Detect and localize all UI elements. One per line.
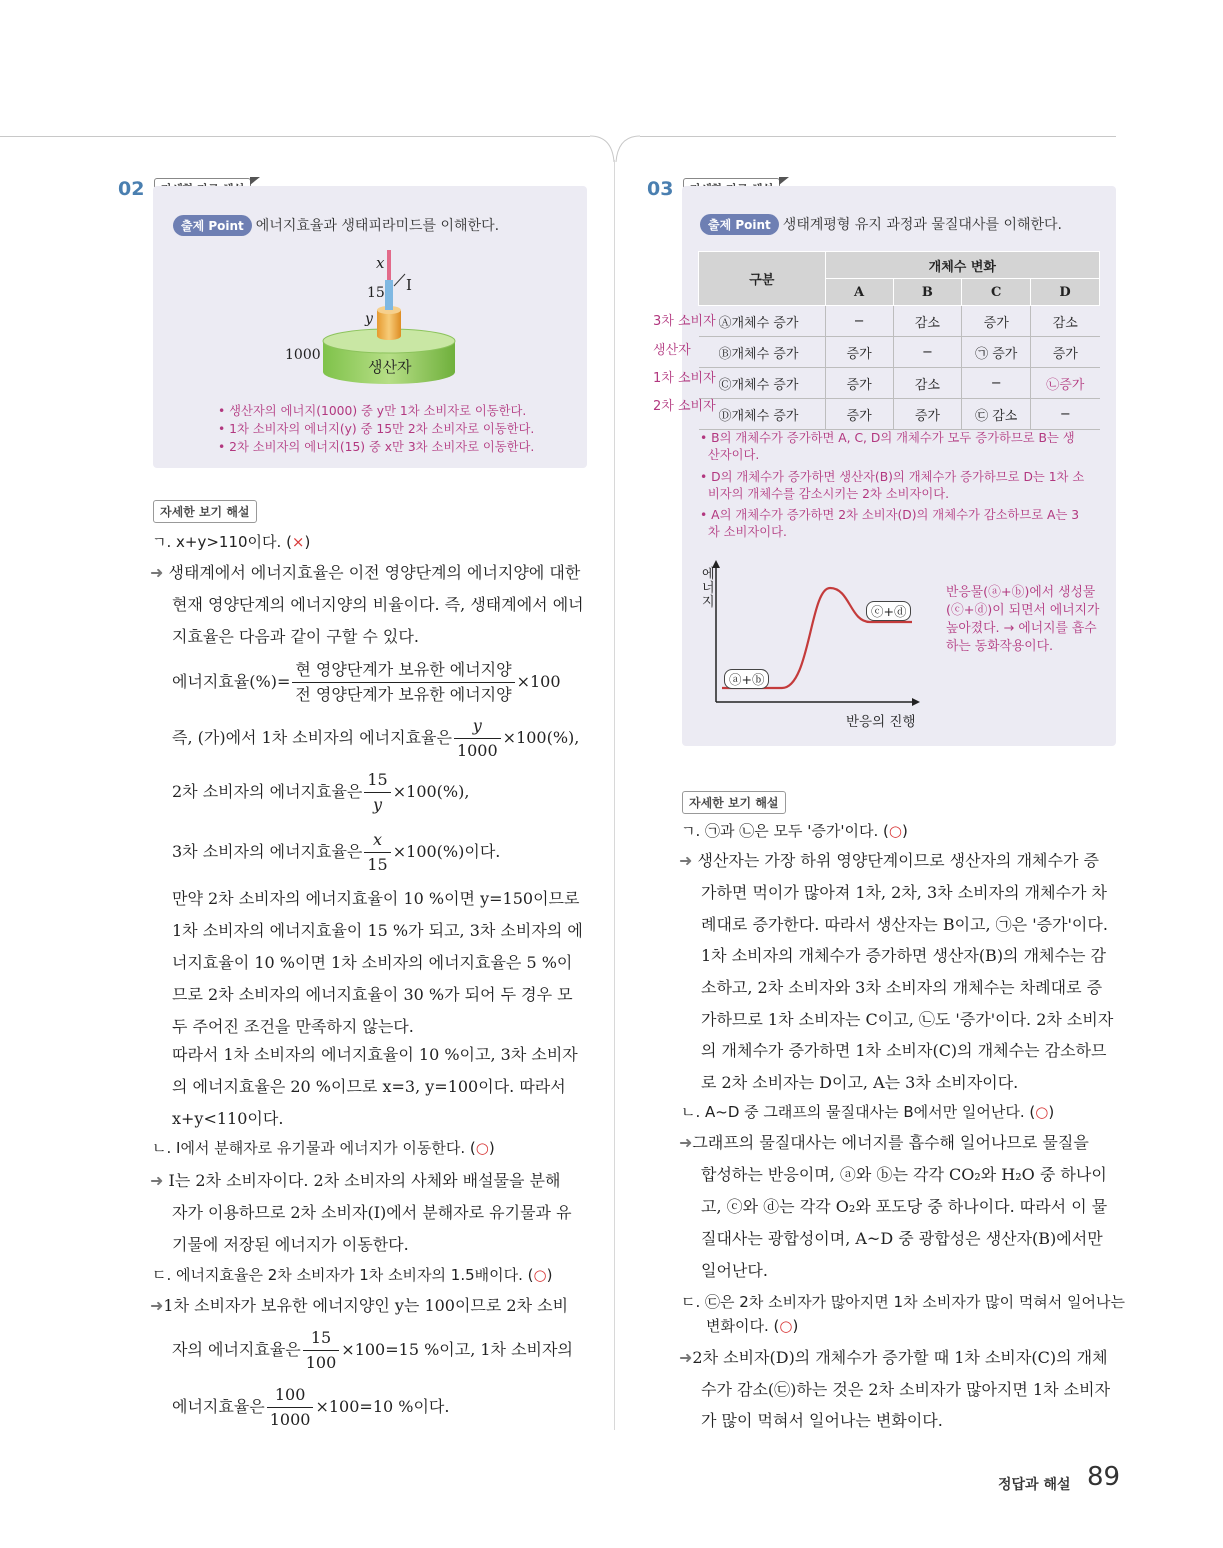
bullet-2: • 1차 소비자의 에너지(y) 중 15만 2차 소비자로 이동한다. bbox=[218, 422, 535, 436]
explain-c-line-2: 자의 에너지효율은 $\frac{15}{100}$ ×100=15 %이고, 1차 소비자의 bbox=[172, 1328, 573, 1372]
label-15: 15 bbox=[367, 285, 385, 301]
point-badge: 출제 Point bbox=[173, 215, 252, 236]
bullet-1b: 산자이다. bbox=[700, 448, 760, 462]
label-reactants: ⓐ+ⓑ bbox=[724, 669, 769, 689]
explain-c-line-2: 수가 감소(㉢)하는 것은 2차 소비자가 많아지면 1차 소비자 bbox=[701, 1380, 1111, 1399]
explain-b-line-3: 기물에 저장된 에너지가 이동한다. bbox=[172, 1235, 409, 1254]
explain-a-line-7: 의 개체수가 증가하면 1차 소비자(C)의 개체수는 감소하므 bbox=[701, 1041, 1107, 1060]
header-col-a: A bbox=[825, 279, 893, 306]
top-rule-left bbox=[0, 136, 590, 137]
graph-note-2: (ⓒ+ⓓ)이 되면서 에너지가 bbox=[946, 603, 1100, 618]
explain-a-line-8: 로 2차 소비자는 D이고, A는 3차 소비자이다. bbox=[701, 1073, 1019, 1092]
explain-c-line-3: 에너지효율은 $\frac{100}{1000}$ ×100=10 %이다. bbox=[172, 1385, 450, 1429]
x-axis-label: 반응의 진행 bbox=[846, 714, 916, 730]
question-number: 02 bbox=[118, 178, 145, 200]
statement-c: ㄷ. 에너지효율은 2차 소비자가 1차 소비자의 1.5배이다. (○) bbox=[152, 1266, 553, 1284]
table-row: Ⓑ개체수 증가 증가 − ㉠ 증가 증가 bbox=[699, 337, 1100, 368]
header-group: 구분 bbox=[699, 252, 826, 306]
bullet-2b: 비자의 개체수를 감소시키는 2차 소비자이다. bbox=[700, 487, 950, 501]
statement-a: ㄱ. ㉠과 ㉡은 모두 '증가'이다. (○) bbox=[681, 822, 908, 840]
explain-a-line-5: 소하고, 2차 소비자와 3차 소비자의 개체수는 차례대로 증 bbox=[701, 978, 1103, 997]
explain-p4-4: 므로 2차 소비자의 에너지효율이 30 %가 되어 두 경우 모 bbox=[172, 985, 573, 1004]
equation-tertiary: 3차 소비자의 에너지효율은 $\frac{x}{15}$ ×100(%)이다. bbox=[172, 830, 501, 874]
explain-p4-5: 두 주어진 조건을 만족하지 않는다. bbox=[172, 1017, 414, 1036]
explain-p4-2: 1차 소비자의 에너지효율이 15 %가 되고, 3차 소비자의 에 bbox=[172, 921, 583, 940]
point-line bbox=[700, 214, 1062, 235]
equation-efficiency: 에너지효율(%)= $\frac{\text{현 영양단계가 보유한 에너지양}}{\text{전 영양단계가 보유한 에너지양}}$ ×100 bbox=[172, 660, 561, 704]
equation-secondary: 2차 소비자의 에너지효율은 $\frac{15}{y}$ ×100(%), bbox=[172, 770, 470, 814]
bullet-3b: 차 소비자이다. bbox=[700, 525, 787, 539]
label-x: x bbox=[376, 254, 385, 272]
bullet-1a: • B의 개체수가 증가하면 A, C, D의 개체수가 모두 증가하므로 B는 생 bbox=[700, 431, 1075, 445]
primary-consumer-level bbox=[377, 310, 401, 340]
explain-p4-1: 만약 2차 소비자의 에너지효율이 10 %이면 y=150이므로 bbox=[172, 889, 580, 908]
explain-c-line-1: ➜1차 소비자가 보유한 에너지양인 y는 100이므로 2차 소비 bbox=[150, 1296, 569, 1315]
row-label-secondary: 2차 소비자 bbox=[653, 399, 716, 414]
row-label-producer: 생산자 bbox=[653, 343, 691, 358]
population-change-table bbox=[698, 251, 1100, 430]
bullet-1: • 생산자의 에너지(1000) 중 y만 1차 소비자로 이동한다. bbox=[218, 404, 527, 418]
explain-b-line-1: ➜ I는 2차 소비자이다. 2차 소비자의 사체와 배설물을 분해 bbox=[150, 1171, 561, 1190]
i-pointer bbox=[394, 274, 405, 286]
explain-a-line-2: 가하면 먹이가 많아져 1차, 2차, 3차 소비자의 개체수가 차 bbox=[701, 883, 1107, 902]
bullet-3a: • A의 개체수가 증가하면 2차 소비자(D)의 개체수가 감소하므로 A는 3 bbox=[700, 508, 1080, 522]
row-label-tertiary: 3차 소비자 bbox=[653, 314, 716, 329]
explain-a-line-2: 현재 영양단계의 에너지양의 비율이다. 즉, 생태계에서 에너 bbox=[172, 595, 584, 614]
explain-a-line-3: 례대로 증가한다. 따라서 생산자는 B이고, ㉠은 '증가'이다. bbox=[701, 915, 1108, 934]
x-axis-arrow-icon bbox=[912, 698, 920, 706]
statement-c-line-1: ㄷ. ㉢은 2차 소비자가 많아지면 1차 소비자가 많이 먹혀서 일어나는 bbox=[681, 1293, 1126, 1311]
graph-note-4: 하는 동화작용이다. bbox=[946, 639, 1054, 654]
label-producer: 생산자 bbox=[368, 358, 412, 376]
explain-c-line-3: 가 많이 먹혀서 일어나는 변화이다. bbox=[701, 1411, 943, 1430]
statement-b: ㄴ. A~D 중 그래프의 물질대사는 B에서만 일어난다. (○) bbox=[681, 1103, 1055, 1121]
explain-b-line-4: 질대사는 광합성이며, A~D 중 광합성은 생산자(B)에서만 bbox=[701, 1229, 1103, 1248]
point-text: 에너지효율과 생태피라미드를 이해한다. bbox=[255, 218, 500, 234]
label-1000: 1000 bbox=[285, 347, 321, 363]
explain-a-line-1: ➜ 생산자는 가장 하위 영양단계이므로 생산자의 개체수가 증 bbox=[679, 851, 1099, 870]
table-row: Ⓓ개체수 증가 증가 증가 ㉢ 감소 − bbox=[699, 399, 1100, 430]
data-analysis-box bbox=[153, 186, 587, 468]
explain-b-line-2: 자가 이용하므로 2차 소비자(I)에서 분해자로 유기물과 유 bbox=[172, 1203, 572, 1222]
explain-p4-3: 너지효율이 10 %이면 1차 소비자의 에너지효율은 5 %이 bbox=[172, 953, 573, 972]
graph-note-1: 반응물(ⓐ+ⓑ)에서 생성물 bbox=[946, 585, 1096, 600]
explain-b-line-3: 고, ⓒ와 ⓓ는 각각 O₂와 포도당 중 하나이다. 따라서 이 물 bbox=[701, 1197, 1108, 1216]
explain-b-line-2: 합성하는 반응이며, ⓐ와 ⓑ는 각각 CO₂와 H₂O 중 하나이 bbox=[701, 1165, 1107, 1184]
header-col-b: B bbox=[893, 279, 962, 306]
y-axis-label: 에너지 bbox=[702, 567, 715, 610]
choice-tag: 자세한 보기 해설 bbox=[682, 791, 786, 814]
page-fold-curve bbox=[580, 130, 650, 170]
bullet-3: • 2차 소비자의 에너지(15) 중 x만 3차 소비자로 이동한다. bbox=[218, 440, 535, 454]
explain-b-line-5: 일어난다. bbox=[701, 1261, 768, 1280]
explain-b-line-1: ➜그래프의 물질대사는 에너지를 흡수해 일어나므로 물질을 bbox=[679, 1133, 1089, 1152]
question-number: 03 bbox=[647, 178, 674, 200]
graph-note-3: 높아졌다. → 에너지를 흡수 bbox=[946, 621, 1097, 636]
choice-tag: 자세한 보기 해설 bbox=[153, 500, 257, 523]
table-row: Ⓒ개체수 증가 증가 감소 − ㉡증가 bbox=[699, 368, 1100, 399]
page-number: 89 bbox=[1087, 1462, 1121, 1492]
explain-a-line-4: 1차 소비자의 개체수가 증가하면 생산자(B)의 개체수는 감 bbox=[701, 946, 1106, 965]
point-badge: 출제 Point bbox=[700, 214, 779, 235]
point-line bbox=[173, 215, 499, 236]
bullet-2a: • D의 개체수가 증가하면 생산자(B)의 개체수가 증가하므로 D는 1차 소 bbox=[700, 470, 1085, 484]
table-row: Ⓐ개체수 증가 − 감소 증가 감소 bbox=[699, 306, 1100, 337]
statement-c-line-2: 변화이다. (○) bbox=[706, 1317, 799, 1335]
label-y: y bbox=[365, 311, 373, 327]
statement-b: ㄴ. I에서 분해자로 유기물과 에너지가 이동한다. (○) bbox=[152, 1139, 495, 1157]
equation-primary: 즉, (가)에서 1차 소비자의 에너지효율은 $\frac{y}{1000}$ ×100(%), bbox=[172, 716, 580, 760]
header-col-d: D bbox=[1031, 279, 1100, 306]
label-i: I bbox=[406, 276, 412, 294]
top-rule-right bbox=[640, 136, 1116, 137]
point-text: 생태계평형 유지 과정과 물질대사를 이해한다. bbox=[782, 217, 1063, 233]
statement-a: ㄱ. x+y>110이다. (×) bbox=[152, 533, 311, 551]
header-change: 개체수 변화 bbox=[825, 252, 1099, 279]
secondary-consumer-level bbox=[385, 280, 393, 310]
explain-c-line-1: ➜2차 소비자(D)의 개체수가 증가할 때 1차 소비자(C)의 개체 bbox=[679, 1348, 1108, 1367]
tertiary-consumer-level bbox=[387, 250, 391, 280]
footer-label: 정답과 해설 bbox=[998, 1477, 1071, 1493]
label-products: ⓒ+ⓓ bbox=[866, 601, 911, 621]
column-divider bbox=[614, 160, 615, 1430]
explain-p5-3: x+y<110이다. bbox=[172, 1109, 284, 1128]
row-label-primary: 1차 소비자 bbox=[653, 371, 716, 386]
explain-p5-1: 따라서 1차 소비자의 에너지효율이 10 %이고, 3차 소비자 bbox=[172, 1045, 578, 1064]
header-col-c: C bbox=[962, 279, 1031, 306]
explain-p5-2: 의 에너지효율은 20 %이므로 x=3, y=100이다. 따라서 bbox=[172, 1077, 566, 1096]
explain-a-line-6: 가하므로 1차 소비자는 C이고, ㉡도 '증가'이다. 2차 소비자 bbox=[701, 1010, 1114, 1029]
explain-a-line-1: ➜ 생태계에서 에너지효율은 이전 영양단계의 에너지양에 대한 bbox=[150, 563, 581, 582]
explain-a-line-3: 지효율은 다음과 같이 구할 수 있다. bbox=[172, 627, 419, 646]
